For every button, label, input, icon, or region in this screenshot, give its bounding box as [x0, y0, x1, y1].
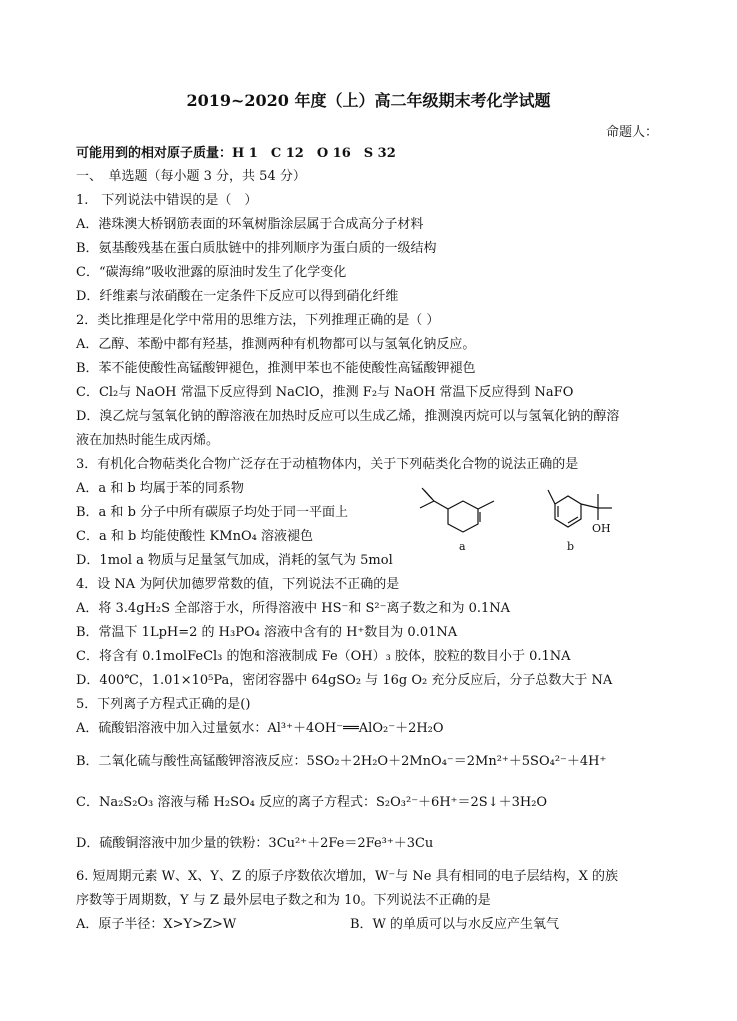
atomic-masses: 可能用到的相对原子质量：H 1 C 12 O 16 S 32 [76, 146, 396, 161]
molecule-a-ring [448, 501, 478, 532]
page-title: 2019~2020 年度（上）高二年级期末考化学试题 [186, 91, 551, 110]
q1-option-a: A．港珠澳大桥钢筋表面的环氧树脂涂层属于合成高分子材料 [76, 217, 424, 232]
molecule-b-label: b [567, 540, 575, 553]
q3-option-a: A．a 和 b 均属于苯的同系物 [76, 481, 244, 496]
q4-option-c: C．将含有 0.1molFeCl₃ 的饱和溶液制成 Fe（OH）₃ 胶体，胶粒的数目小于 0.1NA [76, 649, 571, 664]
q4-option-d: D．400℃，1.01×10⁵Pa，密闭容器中 64gSO₂ 与 16g O₂ 充分反应后，分子总数大于 NA [76, 673, 613, 688]
molecule-b-structure [540, 482, 630, 540]
molecule-a-label: a [459, 540, 466, 553]
author-label: 命题人： [606, 125, 659, 140]
q5-option-c: C．Na₂S₂O₃ 溶液与稀 H₂SO₄ 反应的离子方程式：S₂O₃²⁻＋6H⁺＝2S↓＋3H₂O [76, 795, 548, 810]
molecule-a-structure [410, 482, 510, 540]
section-heading: 一、 单选题（每小题 3 分，共 54 分） [76, 169, 306, 184]
q5-option-a: A．硫酸铝溶液中加入过量氨水：Al³⁺＋4OH⁻══AlO₂⁻＋2H₂O [76, 721, 444, 736]
q2-option-c: C．Cl₂与 NaOH 常温下反应得到 NaClO，推测 F₂与 NaOH 常温下反应得到 NaFO [76, 385, 574, 400]
q5-stem: 5．下列离子方程式正确的是() [76, 697, 251, 712]
q1-option-c: C．“碳海绵”吸收泄露的原油时发生了化学变化 [76, 265, 347, 280]
q4-stem: 4．设 NA 为阿伏加德罗常数的值，下列说法不正确的是 [76, 577, 400, 592]
q1-option-d: D．纤维素与浓硝酸在一定条件下反应可以得到硝化纤维 [76, 289, 399, 304]
q5-option-b: B．二氧化硫与酸性高锰酸钾溶液反应：5SO₂＋2H₂O＋2MnO₄⁻＝2Mn²⁺＋5SO₄²⁻＋4H⁺ [76, 754, 607, 769]
q3-option-c: C．a 和 b 均能使酸性 KMnO₄ 溶液褪色 [76, 529, 313, 544]
q6-stem-line2: 序数等于周期数，Y 与 Z 最外层电子数之和为 10。下列说法不正确的是 [76, 893, 491, 908]
q4-option-b: B．常温下 1LpH=2 的 H₃PO₄ 溶液中含有的 H⁺数目为 0.01NA [76, 625, 458, 640]
q5-option-d: D．硫酸铜溶液中加少量的铁粉：3Cu²⁺＋2Fe＝2Fe³⁺＋3Cu [76, 836, 434, 851]
q3-option-d: D．1mol a 物质与足量氢气加成，消耗的氢气为 5mol [76, 553, 393, 568]
q2-option-b: B．苯不能使酸性高锰酸钾褪色，推测甲苯也不能使酸性高锰酸钾褪色 [76, 361, 476, 376]
q3-option-b: B．a 和 b 分子中所有碳原子均处于同一平面上 [76, 505, 349, 520]
q1-option-b: B．氨基酸残基在蛋白质肽链中的排列顺序为蛋白质的一级结构 [76, 241, 437, 256]
q1-stem: 1. 下列说法中错误的是（ ） [76, 193, 258, 208]
q4-option-a: A．将 3.4gH₂S 全部溶于水，所得溶液中 HS⁻和 S²⁻离子数之和为 0.1NA [76, 601, 511, 616]
q6-stem-line1: 6. 短周期元素 W、X、Y、Z 的原子序数依次增加，W⁻与 Ne 具有相同的电子层结构，X 的族 [76, 869, 618, 884]
q6-option-b: B．W 的单质可以与水反应产生氧气 [350, 917, 560, 932]
molecule-b-oh-label: OH [592, 522, 611, 535]
q3-stem: 3．有机化合物萜类化合物广泛存在于动植物体内，关于下列萜类化合物的说法正确的是 [76, 457, 579, 472]
q6-option-a: A．原子半径：X>Y>Z>W [76, 917, 237, 932]
q2-option-d-line2: 液在加热时能生成丙烯。 [76, 433, 220, 448]
q2-stem: 2．类比推理是化学中常用的思维方法，下列推理正确的是（ ） [76, 313, 440, 328]
q2-option-a: A．乙醇、苯酚中都有羟基，推测两种有机物都可以与氢氧化钠反应。 [76, 337, 476, 352]
q2-option-d-line1: D．溴乙烷与氢氧化钠的醇溶液在加热时反应可以生成乙烯，推测溴丙烷可以与氢氧化钠的醇溶 [76, 409, 620, 424]
